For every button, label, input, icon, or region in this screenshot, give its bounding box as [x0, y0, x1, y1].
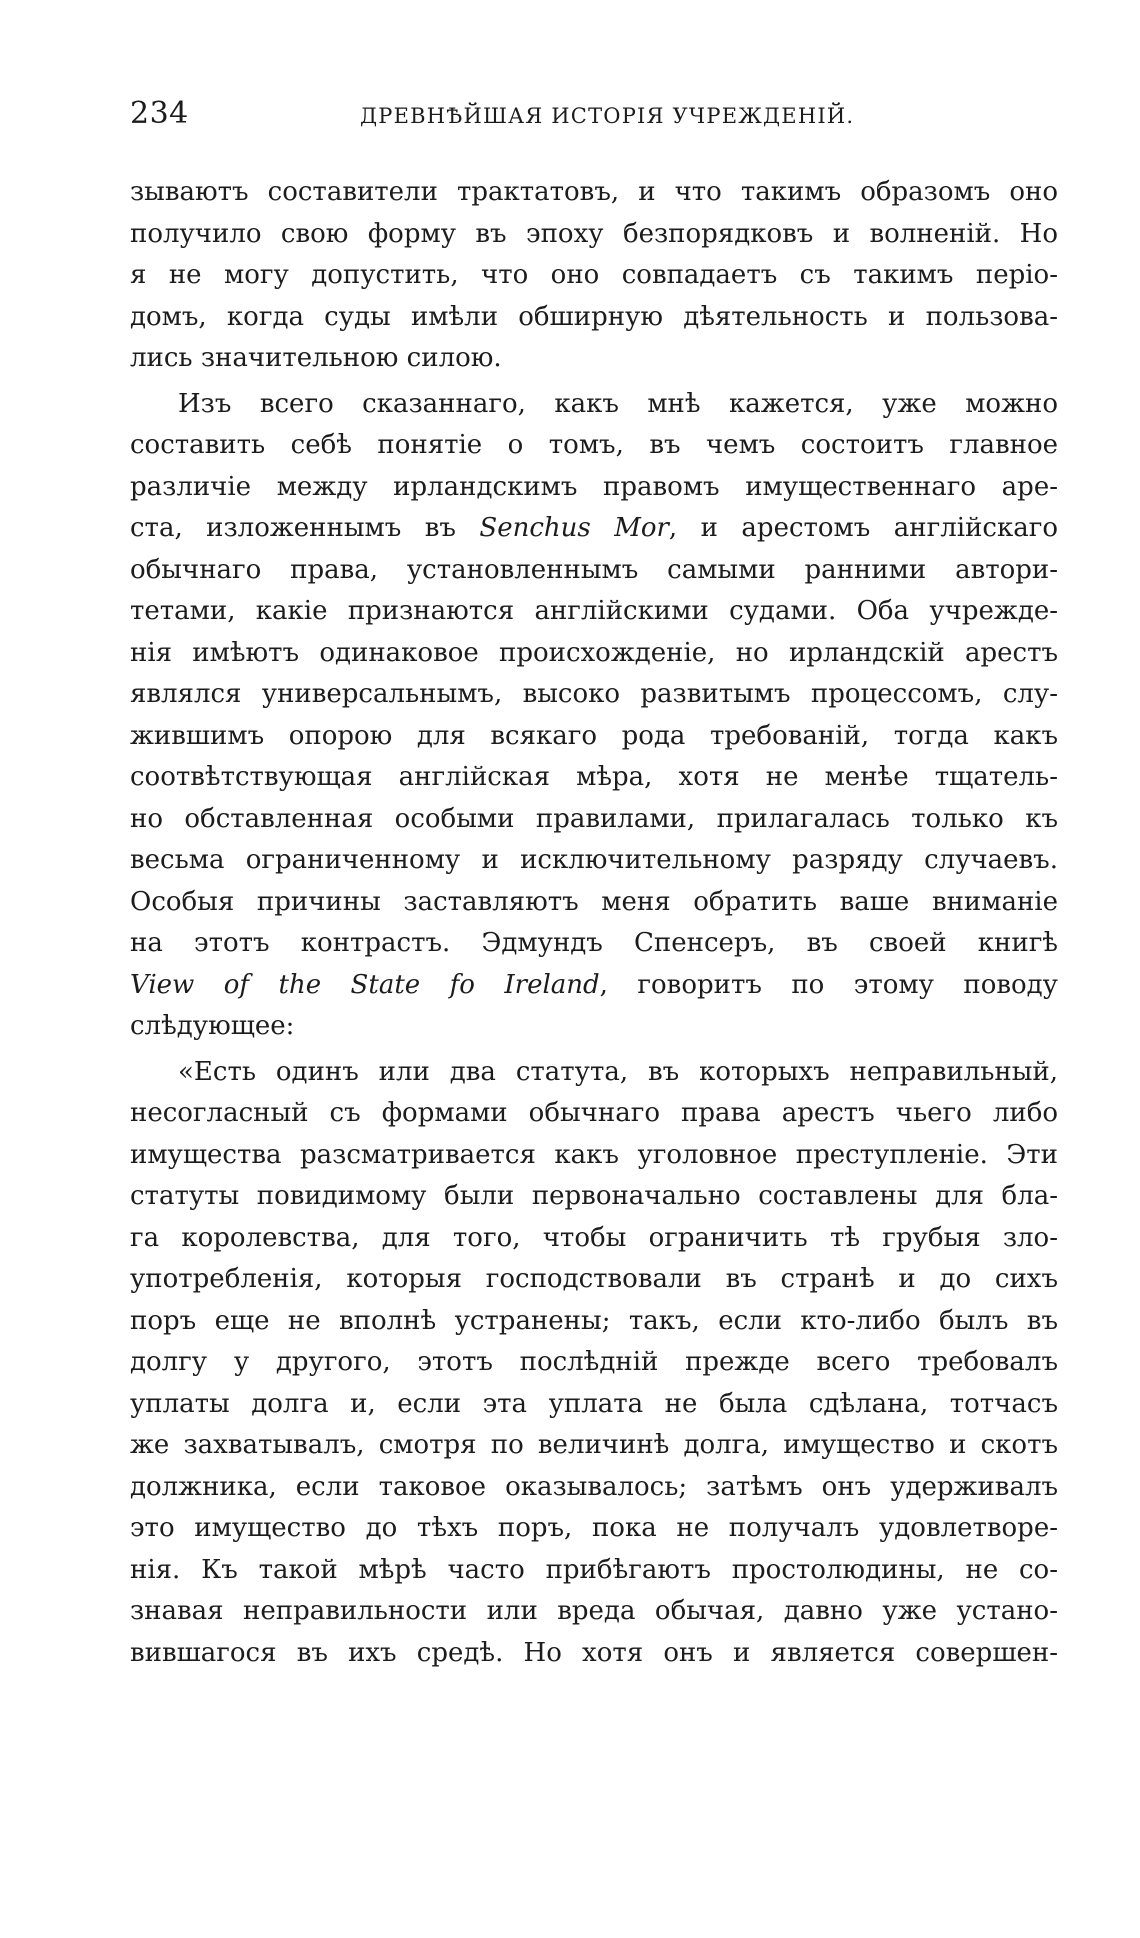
body-text: [130, 172, 1058, 1674]
paragraph-3: [130, 1052, 1058, 1675]
text-line: нія имѣютъ одинаковое происхожденіе, но ирландскій арестъ: [130, 637, 1058, 668]
text-line: уплаты долга и, если эта уплата не была сдѣлана, тотчасъ: [130, 1388, 1058, 1419]
text-line: слѣдующее:: [130, 1011, 295, 1041]
text-line: обычнаго права, установленнымъ самыми ранними автори-: [130, 554, 1058, 585]
text-line: вившагося въ ихъ средѣ. Но хотя онъ и является совершен-: [130, 1637, 1058, 1668]
text-line: жившимъ опорою для всякаго рода требованій, тогда какъ: [130, 720, 1058, 751]
text-line: на этотъ контрастъ. Эдмундъ Спенсеръ, въ своей книгѣ: [130, 928, 1058, 958]
running-title: ДРЕВНѢЙШАЯ ИСТОРІЯ УЧРЕЖДЕНІЙ.: [360, 104, 855, 128]
page-number: 234: [130, 96, 189, 131]
text-line: весьма ограниченному и исключительному разряду случаевъ.: [130, 845, 1058, 875]
paragraph-2: [130, 384, 1058, 1048]
text-line: знавая неправильности или вреда обычая, давно уже устано-: [130, 1596, 1058, 1626]
text-line: га королевства, для того, чтобы ограничить тѣ грубыя зло-: [130, 1222, 1058, 1253]
text-line: должника, если таковое оказывалось; затѣмъ онъ удерживалъ: [130, 1471, 1058, 1502]
text-line: «Есть одинъ или два статута, въ которыхъ неправильный,: [178, 1056, 1058, 1087]
text-line: составить себѣ понятіе о томъ, въ чемъ состоитъ главное: [130, 430, 1058, 460]
text-line: домъ, когда суды имѣли обширную дѣятельность и пользова-: [130, 301, 1058, 332]
italic-title: Senchus Mor: [479, 513, 669, 543]
text-line: Особыя причины заставляютъ меня обратить ваше вниманіе: [130, 886, 1058, 917]
text-line: статуты повидимому были первоначально составлены для бла-: [130, 1181, 1058, 1211]
text-line: View of the State fo Ireland, говоритъ по этому поводу: [130, 969, 1058, 1000]
text-line: ста, изложеннымъ въ Senchus Mor, и арестомъ англійскаго: [130, 513, 1058, 543]
text-line: я не могу допустить, что оно совпадаетъ съ такимъ періо-: [130, 260, 1058, 290]
text-line: это имущество до тѣхъ поръ, пока не получалъ удовлетворе-: [130, 1513, 1058, 1543]
text-line: несогласный съ формами обычнаго права арестъ чьего либо: [130, 1098, 1058, 1128]
text-line: соотвѣтствующая англійская мѣра, хотя не менѣе тщатель-: [130, 762, 1058, 792]
text-line: получило свою форму въ эпоху безпорядковъ и волненій. Но: [130, 218, 1058, 249]
text-line: но обставленная особыми правилами, прилагалась только къ: [130, 803, 1058, 834]
text-line: же захватывалъ, смотря по величинѣ долга, имущество и скотъ: [130, 1430, 1058, 1460]
text-line: являлся универсальнымъ, высоко развитымъ процессомъ, слу-: [130, 679, 1058, 709]
paragraph-1: [130, 172, 1058, 380]
text-line: лись значительною силою.: [130, 343, 502, 373]
text-line: Изъ всего сказаннаго, какъ мнѣ кажется, уже можно: [178, 388, 1058, 419]
text-line: различіе между ирландскимъ правомъ имущественнаго аре-: [130, 471, 1058, 502]
text-line: поръ еще не вполнѣ устранены; такъ, если кто-либо былъ въ: [130, 1305, 1058, 1336]
page-header: [130, 96, 1060, 136]
text-line: употребленія, которыя господствовали въ странѣ и до сихъ: [130, 1264, 1058, 1294]
text-line: тетами, какіе признаются англійскими судами. Оба учрежде-: [130, 596, 1058, 626]
text-line: зываютъ составители трактатовъ, и что такимъ образомъ оно: [130, 177, 1058, 207]
text-line: долгу у другого, этотъ послѣдній прежде всего требовалъ: [130, 1347, 1058, 1377]
text-line: имущества разсматривается какъ уголовное преступленіе. Эти: [130, 1139, 1058, 1170]
italic-title: View of the State fo Ireland: [130, 969, 600, 1000]
text-line: нія. Къ такой мѣрѣ часто прибѣгаютъ простолюдины, не со-: [130, 1554, 1058, 1585]
